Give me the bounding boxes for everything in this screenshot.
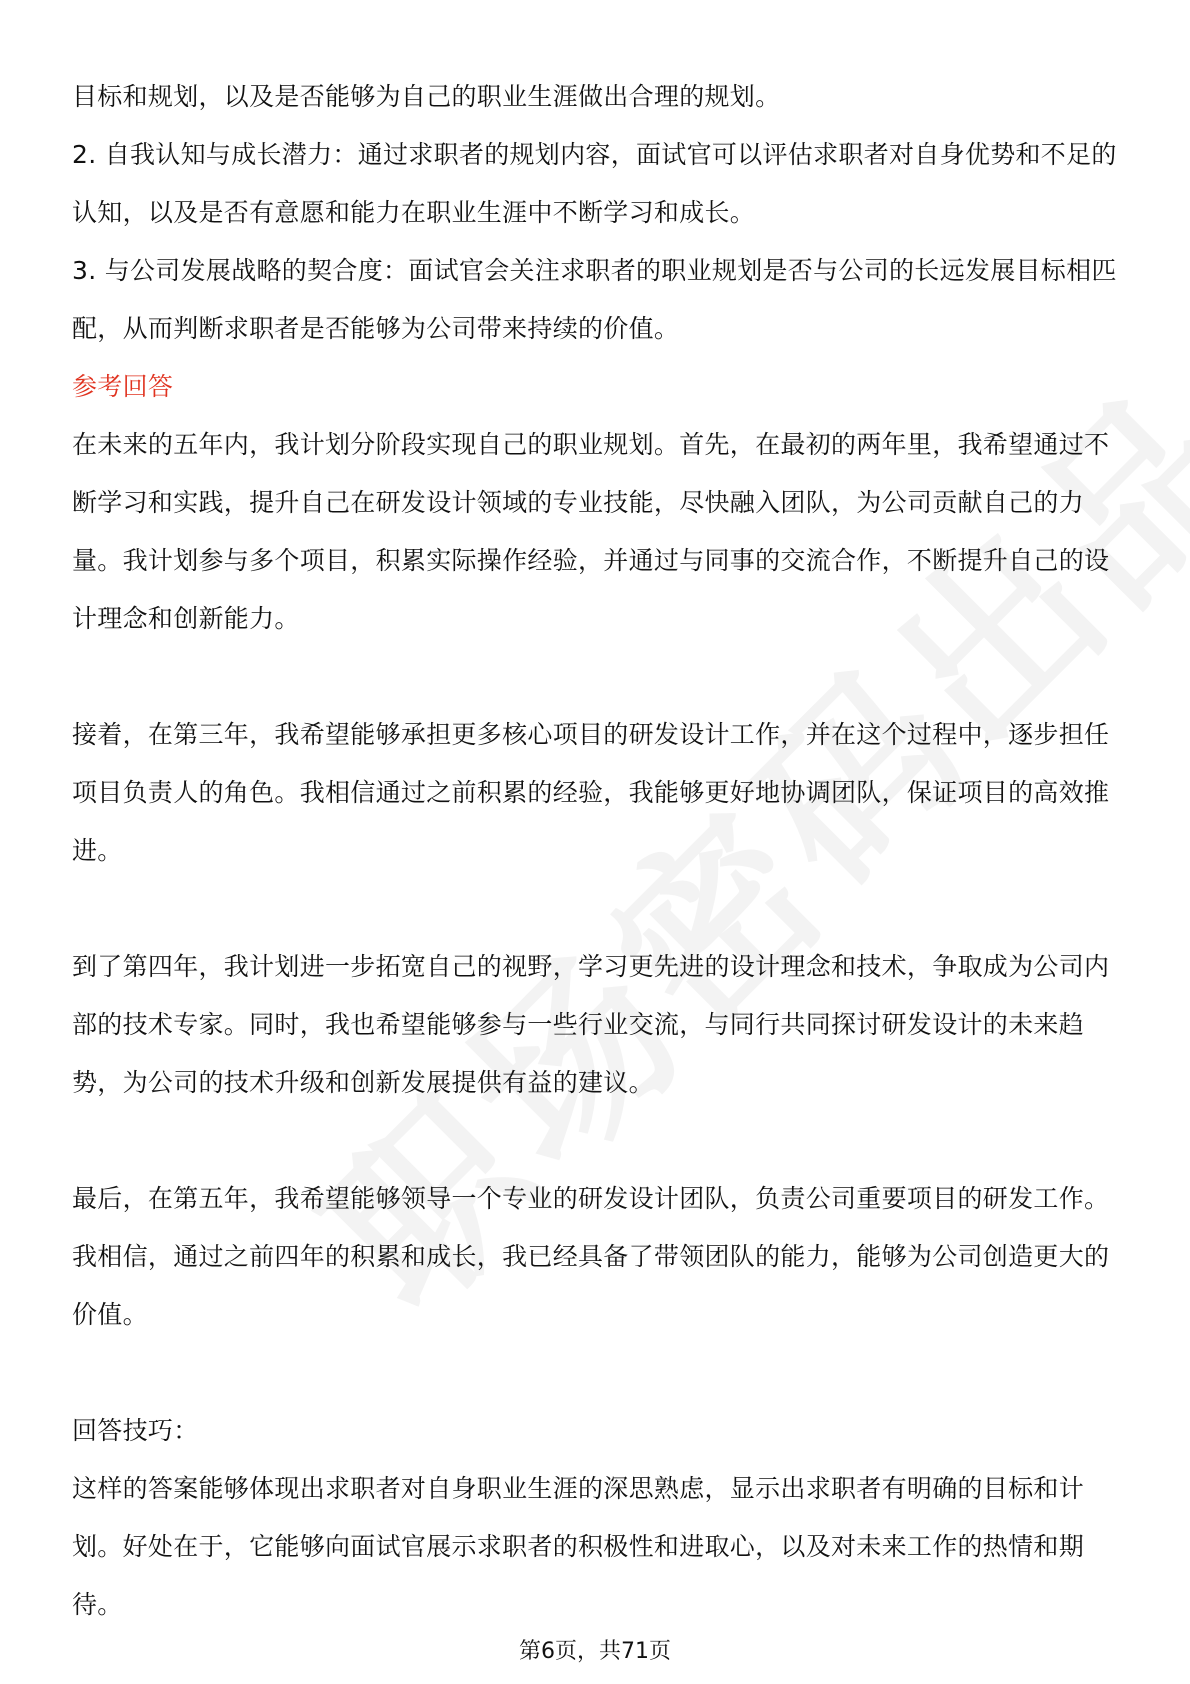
reference-paragraph-4: 最后，在第五年，我希望能够领导一个专业的研发设计团队，负责公司重要项目的研发工作。我相信，通过之前四年的积累和成长，我已经具备了带领团队的能力，能够为公司创造更大的价值。: [72, 1184, 1110, 1329]
reference-paragraph-2: 接着，在第三年，我希望能够承担更多核心项目的研发设计工作，并在这个过程中，逐步担任项目负责人的角色。我相信通过之前积累的经验，我能够更好地协调团队，保证项目的高效推进。: [72, 720, 1110, 865]
tips-heading: 回答技巧：: [72, 1416, 199, 1445]
reference-paragraph-1: 在未来的五年内，我计划分阶段实现自己的职业规划。首先，在最初的两年里，我希望通过不断学习和实践，提升自己在研发设计领域的专业技能，尽快融入团队，为公司贡献自己的力量。我计划参与多个项目，积累实际操作经验，并通过与同事的交流合作，不断提升自己的设计理念和创新能力。: [72, 430, 1110, 633]
spacer: [72, 880, 1122, 938]
tips-text: 这样的答案能够体现出求职者对自身职业生涯的深思熟虑，显示出求职者有明确的目标和计划。好处在于，它能够向面试官展示求职者的积极性和进取心，以及对未来工作的热情和期待。: [72, 1474, 1085, 1619]
spacer: [72, 1112, 1122, 1170]
intro-point-2: 2. 自我认知与成长潜力：通过求职者的规划内容，面试官可以评估求职者对自身优势和不足的认知，以及是否有意愿和能力在职业生涯中不断学习和成长。: [72, 140, 1117, 227]
intro-point-3: 3. 与公司发展战略的契合度：面试官会关注求职者的职业规划是否与公司的长远发展目标相匹配，从而判断求职者是否能够为公司带来持续的价值。: [72, 256, 1117, 343]
spacer: [72, 1344, 1122, 1402]
reference-answer-heading: 参考回答: [72, 372, 174, 401]
page-content: [72, 68, 1122, 1634]
spacer: [72, 648, 1122, 706]
page-number: 第6页，共71页: [519, 1639, 671, 1664]
intro-continuation: 目标和规划，以及是否能够为自己的职业生涯做出合理的规划。: [72, 82, 781, 111]
reference-paragraph-3: 到了第四年，我计划进一步拓宽自己的视野，学习更先进的设计理念和技术，争取成为公司内部的技术专家。同时，我也希望能够参与一些行业交流，与同行共同探讨研发设计的未来趋势，为公司的技术升级和创新发展提供有益的建议。: [72, 952, 1110, 1097]
